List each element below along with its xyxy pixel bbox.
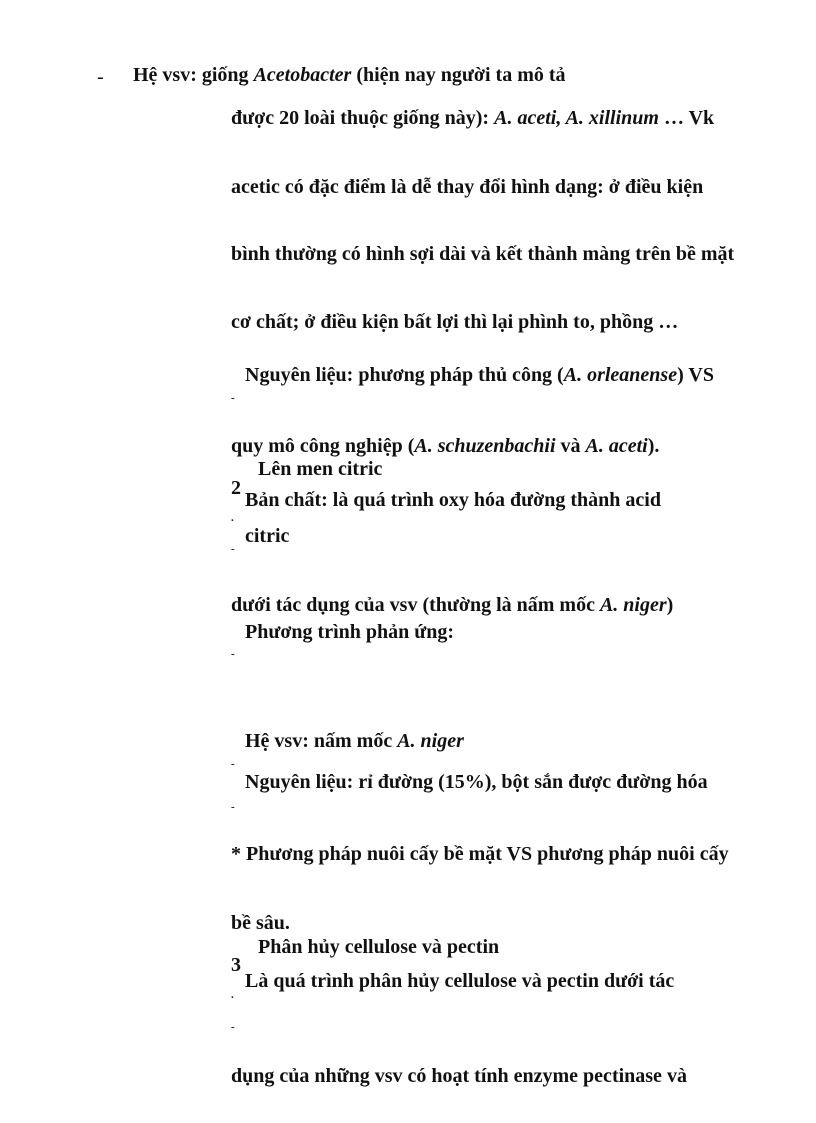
species-name: A. orleanense [563,364,678,386]
text-line: Bản chất: là quá trình oxy hóa đường thành acid [245,489,661,511]
section-number-dot: . [231,989,234,1001]
text-run: dưới tác dụng của vsv (thường là nấm mốc [231,594,600,616]
text-line: dụng của những vsv có hoạt tính enzyme pectinase và [231,1065,687,1087]
text-run: ) [666,594,674,616]
bullet-dash: - [231,543,235,555]
text-run: … Vk [658,107,715,129]
species-name: A. aceti, A. xillinum [494,107,659,129]
species-name: Acetobacter [253,64,352,86]
text-run: Hệ vsv: nấm mốc [245,730,398,752]
bullet-dash: - [231,392,235,404]
text-run: (hiện nay người ta mô tả [351,64,566,86]
species-name: A. aceti [585,435,648,457]
text-line: bề sâu. [231,912,290,934]
bullet-dash: - [231,648,235,660]
text-run: Nguyên liệu: phương pháp thủ công ( [245,364,564,386]
bullet-dash: - [97,66,104,88]
species-name: A. niger [599,594,667,616]
text-line [231,594,673,616]
text-line: bình thường có hình sợi dài và kết thành màng trên bề mặt [231,243,735,265]
text-line [245,364,810,386]
text-run: quy mô công nghiệp ( [231,435,415,457]
section-heading: Lên men citric [258,458,383,480]
text-line: * Phương pháp nuôi cấy bề mặt VS phương pháp nuôi cấy [231,843,729,865]
species-name: A. schuzenbachii [414,435,556,457]
section-heading: Phân hủy cellulose và pectin [258,936,500,958]
text-line: acetic có đặc điểm là dễ thay đổi hình dạng: ở điều kiện [231,176,704,198]
bullet-dash: - [231,1021,235,1033]
text-line: citric [245,525,290,547]
text-line: Phương trình phản ứng: [245,621,455,643]
text-line [245,730,464,752]
section-number-dot: . [231,512,234,524]
bullet-dash: - [231,758,235,770]
text-line [231,107,806,129]
text-run: ) VS [677,364,714,386]
text-line: Nguyên liệu: rỉ đường (15%), bột sắn được đường hóa [245,771,708,793]
text-line: cơ chất; ở điều kiện bất lợi thì lại phình to, phồng … [231,311,679,333]
text-line [133,64,566,86]
text-run: được 20 loài thuộc giống này): [231,107,495,129]
text-line: Là quá trình phân hủy cellulose và pectin dưới tác [245,970,675,992]
text-run: và [555,435,586,457]
section-number: 2 [231,477,241,499]
text-line [231,435,659,457]
text-run: ). [647,435,660,457]
species-name: A. niger [397,730,464,752]
text-run: Hệ vsv: giống [133,64,254,86]
section-number: 3 [231,954,241,976]
bullet-dash: - [231,801,235,813]
